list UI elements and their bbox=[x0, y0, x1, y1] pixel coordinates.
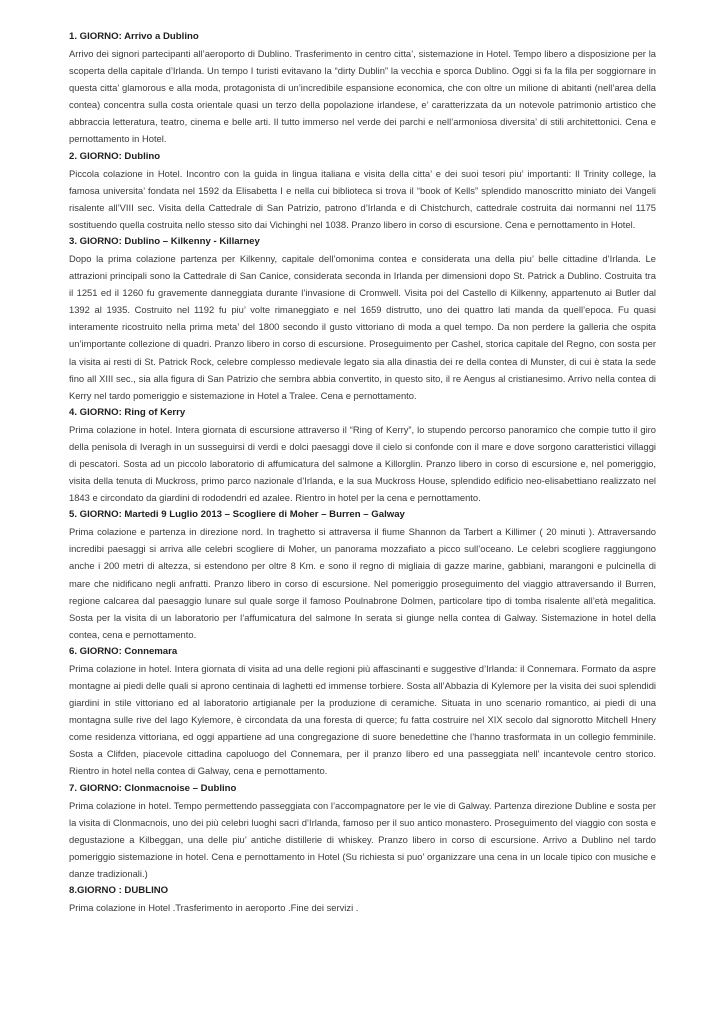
day-1-title: 1. GIORNO: Arrivo a Dublino bbox=[69, 31, 199, 42]
day-7-section bbox=[69, 780, 656, 882]
day-6-title: 6. GIORNO: Connemara bbox=[69, 645, 178, 657]
day-4-title: 4. GIORNO: Ring of Kerry bbox=[69, 406, 186, 418]
day-2-section bbox=[69, 148, 656, 233]
day-8-text: Prima colazione in Hotel .Trasferimento in aeroporto .Fine dei servizi . bbox=[69, 902, 359, 914]
day-3-text: Dopo la prima colazione partenza per Kilkenny, capitale dell’omonima contea e considerata una della piu’ belle cittadine d’Irlanda. Le attrazioni principali sono la Cattedrale di San Canice, considerata seconda in Irlanda per dimensioni dopo St. Patrick a Dublino. Costruita tra il 1251 ed il 1260 fu gravemente danneggiata durante l’invasione di Cromwell. Visita poi del Castello di Kilkenny, appartenuto ai Butler dal 1392 al 1935. Costruito nel 1192 fu piu’ volte rimaneggiato e nel 1659 distrutto, uno dei quattro lati manda da quell’epoca. Fu quasi interamente ricostruito nella prima meta’ del 1800 secondo il gusto vittoriano di moda a quel tempo. Da non perdere la galleria che ospita un’importante collezione di quadri. Pranzo libero in corso di escursione. Proseguimento per Cashel, storica capitale del Regno, con sosta per la visita ai resti di St. Patrick Rock, celebre complesso medievale legato sia alla dinastia dei re della contea di Munster, di cui è stata la sede fino all XIII sec., sia alla figura di San Patrizio che sembra abbia convertito, in questo sito, il re Aengus al cristianesimo. Arrivo nella contea di Kerry nel tardo pomeriggio e sistemazione in Hotel a Tralee. Cena e pernottamento. bbox=[69, 252, 656, 401]
day-7-text: Prima colazione in hotel. Tempo permettendo passeggiata con l’accompagnatore per le vie di Galway. Partenza direzione Dubline e sosta per la visita di Clonmacnois, uno dei più celebri luoghi sacri d’Irlanda, famoso per il suo antico monastero. Proseguimento del viaggio con sosta e degustazione a Kilbeggan, una delle piu’ antiche distillerie di whiskey. Pranzo libero in corso di escursione. Arrivo a Dublino nel tardo pomeriggio sistemazione in hotel. Cena e pernottamento in Hotel (Su richiesta si puo’ organizzare una cena in un locale tipico con musiche e danze tradizionali.) bbox=[69, 799, 656, 879]
day-5-text: Prima colazione e partenza in direzione nord. In traghetto si attraversa il fiume Shannon da Tarbert a Killimer ( 20 minuti ). Attraversando incredibi paesaggi si arriva alle celebri scogliere di Moher, un panorama mozzafiato a picco sull’oceano. Le celebri scogliere raggiungono anche i 200 metri di altezza, si estendono per oltre 8 Km. e sono il regno di migliaia di gazze marine, gabbiani, marangoni e pulcinella di mare che nidificano negli anfratti. Pranzo libero in corso di escursione. Nel pomeriggio proseguimento del viaggio attraversando il Burren, regione calcarea dal paesaggio lunare sul quale sorge il famoso Poulnabrone Dolmen, particolare tipo di tomba risalente all’età megalitica. Sosta per la visita di un laboratorio per l’affumicatura del salmone In serata si giunge nella contea di Galway. Sistemazione in hotel della contea, cena e pernottamento. bbox=[69, 526, 656, 640]
day-1-text: Arrivo dei signori partecipanti all’aeroporto di Dublino. Trasferimento in centro citta’, sistemazione in Hotel. Tempo libero a disposizione per la scoperta della capitale d’Irlanda. Un tempo I turisti evitavano la “dirty Dublin” la vecchia e sporca Dublino. Oggi si fa la fila per soggiornare in questa citta’ glamorous e alla moda, protagonista di un’incredibile espansione economica, che con oltre un milione di abitanti (nell’area della contea) concentra sulla costa orientale quasi un terzo della popolazione irlandese, e’ caratterizzata da un notevole patrimonio artistico che abbraccia letteratura, teatro, cinema e belle arti. Il tutto immerso nel verde dei parchi e nell’armoniosa diversita’ di stili architettonici. Cena e pernottamento in Hotel. bbox=[69, 48, 656, 145]
day-2-text: Piccola colazione in Hotel. Incontro con la guida in lingua italiana e visita della citta’ e dei suoi tesori piu’ importanti: Il Trinity college, la famosa universita’ fondata nel 1592 da Elisabetta I e nella cui biblioteca si trova il “book of Kells” splendido manoscritto miniato dei Vangeli risalente all’VIII sec. Visita della Cattedrale di San Patrizio, patrono d’Irlanda e di Chistchurch, cattedrale costruita dai normanni nel 1175 sostituendo quella costruita nello stesso sito dai Vichinghi nel 1038. Pranzo libero in corso di escursione. Cena e pernottamento in Hotel. bbox=[69, 167, 656, 230]
day-4-section bbox=[69, 404, 656, 506]
day-8-section bbox=[69, 882, 656, 916]
itinerary-document bbox=[69, 28, 656, 916]
day-8-title: 8.GIORNO : DUBLINO bbox=[69, 885, 169, 897]
day-6-text: Prima colazione in hotel. Intera giornata di visita ad una delle regioni più affascinanti e suggestive d’Irlanda: il Connemara. Formato da aspre montagne ai piedi delle quali si aprono centinaia di laghetti ed immense torbiere. Sosta all’Abbazia di Kylemore per la visita dei suoi splendidi giardini in stile vittoriano ed al laboratorio artigianale per la produzione di ceramiche. Situata in uno scenario romantico, ai piedi di una montagna sulle rive del lago Kylemore, è circondata da una foresta di querce; fu fatta costruire nel XIX secolo dal signorotto Mitchell Hnery come residenza vittoriana, ed oggi appartiene ad una congregazione di suore benedettine che l’hanno trasformata in un collegio femminile. Sosta a Clifden, piacevole cittadina capoluogo del Connemara, per il pranzo libero ed una passeggiata nell’ incantevole centro storico. Rientro in hotel nella contea di Galway, cena e pernottamento. bbox=[69, 662, 656, 777]
day-6-section bbox=[69, 643, 656, 780]
day-5-title: 5. GIORNO: Martedi 9 Luglio 2013 – Scogliere di Moher – Burren – Galway bbox=[69, 509, 405, 521]
day-1-section bbox=[69, 28, 656, 148]
day-7-title: 7. GIORNO: Clonmacnoise – Dublino bbox=[69, 782, 237, 794]
day-4-text: Prima colazione in hotel. Intera giornata di escursione attraverso il “Ring of Kerry”, lo stupendo percorso panoramico che compie tutto il giro della penisola di Iveragh in un susseguirsi di verdi e dolci paesaggi dove il cielo si confonde con il mare e dove sorgono caratteristici villaggi di pescatori. Sosta ad un piccolo laboratorio di affumicatura del salmone a Killorglin. Pranzo libero in corso di escursione e, nel pomeriggio, visita della tenuta di Muckross, primo parco nazionale d’Irlanda, e la sua Muckross House, splendido edificio neo-elisabettiano realizzato nel 1843 e circondato da giardini di rododendri ed azalee. Rientro in hotel per la cena e pernottamento. bbox=[69, 423, 656, 504]
day-3-title: 3. GIORNO: Dublino – Kilkenny - Killarney bbox=[69, 235, 260, 247]
day-3-section bbox=[69, 233, 656, 404]
day-2-title: 2. GIORNO: Dublino bbox=[69, 150, 161, 162]
day-5-section bbox=[69, 506, 656, 643]
